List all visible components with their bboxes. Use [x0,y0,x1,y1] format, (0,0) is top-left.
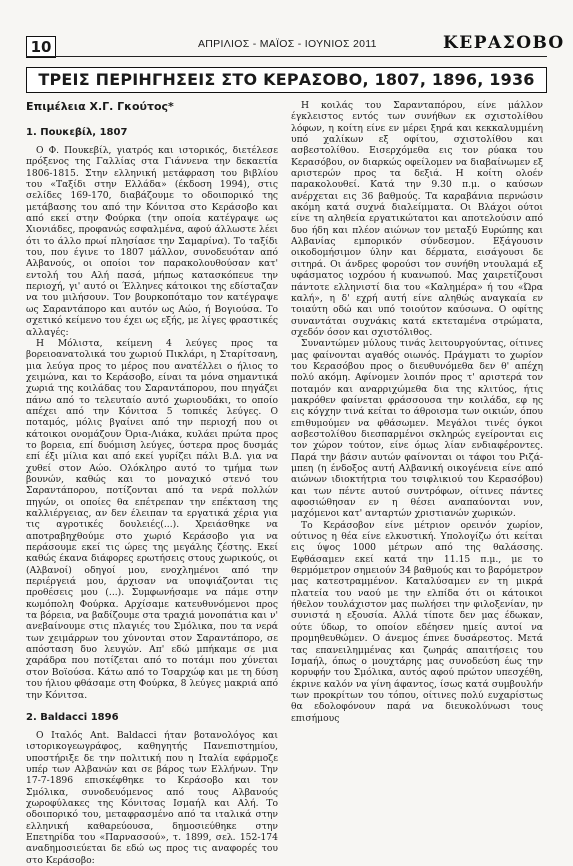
publication-masthead: ΚΕΡΑΣΟΒΟ [443,33,565,53]
left-column [26,100,278,866]
paragraph: Ο Ιταλός Ant. Baldacci ήταν βοτανολόγος και ιστορικογεωγράφος, καθηγητής Πανεπιστημίου, υποστήριξε δε την πολιτική που η Ιταλία εφάρμοζε υπέρ των Αλβανών και σε βάρος των Ελλήνων. Την 17-7-1896 επισκέφθηκε το Κεράσοβο και τον Σμόλικα, συνοδευόμενος από τους Αλβανούς χωροφύλακες της Κόνιτσας Ισμαήλ και Αλή. Το οδοιπορικό του, μεταφρασμένο από τα ιταλικά στην ελληνική καθαρεύουσα, δημοσιεύθηκε στην Επετηρίδα του «Παρνασσού», τ. 1899, σελ. 152-174 αναδημοσιεύεται δε εδώ ως προς τις αναφορές του στο Κεράσοβο: [26,729,278,866]
section-heading-pouqueville: 1. Πουκεβίλ, 1807 [26,127,128,138]
paragraph: Η Μόλιστα, κείμενη 4 λεύγες προς τα βορειοανατολικά του χωριού Πικλάρι, η Σταρίτσανη, μια λεύγα προς το μέρος που ανατέλλει ο ήλιος το χειμώνα, και το Κεράσοβο, είναι τα μόνα σημαντικά χωριά της κοιλάδας του Σαραντάπορου, που πηγάζει πάνω από το τελευταίο αυτό χωριουδάκι, το οποίο απέχει από την Κόνιτσα 5 τοπικές λεύγες. Ο ποταμός, μόλις βγαίνει από την περιοχή που οι κάτοικοι ονομάζουν Όρια-Λιάκα, κυλάει πρώτα προς το βορεια, επί δυόμιση λεύγες, ύστερα προς δυσμάς επί έξι μίλια και από εκεί γυρίζει πάλι Β.Δ. για να χυθεί στον Αώο. Ολόκληρο αυτό το τμήμα των βουνών, καθώς και το μοναχικό στενό του Σαραντάπορου, ποτίζονται από τα νερά πολλών πηγών, οι οποίες θα επέτρεπαν την επέκταση της καλλιέργειας, αν δεν έλειπαν τα εργατικά χέρια για τις αγροτικές δουλειές(...). Χρειάσθηκε να αποτραβηχθούμε στο χωριό Κεράσοβο για να περάσουμε εκεί τις ώρες της μεγάλης ζέστης. Εκεί καθώς έκανα διάφορες ερωτήσεις στους χωρικούς, οι (Αλβανοί) οδηγοί μου, ενοχλημένοι από την περιέργειά μου, άρχισαν να υποψιάζονται τις προθέσεις μου (...). Συμφωνήσαμε να πάμε στην κωμόπολη Φούρκα. Αρχίσαμε κατευθυνόμενοι προς τα βόρεια, να βαδίζουμε στα τραχιά μονοπάτια και ν' ανεβαίνουμε στις πλαγιές του Σμόλικα, που τα νερά των χειμάρρων του χύνονται στον Σαραντάπορο, σε απόσταση δυο λευγών. Απ' εδώ μπήκαμε σε μια χαράδρα που ποτίζεται από το ποτάμι που χύνεται στον Βοϊούσα. Κάτω από το Τσαρχώφ και με τη δύση του ήλιου φθάσαμε στη Φούρκα, 8 λεύγες μακριά από την Κόνιτσα. [26,337,278,701]
paragraph: Συναντώμεν μύλους τινάς λειτουργούντας, οίτινες μας φαίνονται αγαθός οιωνός. Πράγματι το χωρίον του Κερασόβου προς ο διευθυνόμεθα δεν θ' απέχη πολύ ακόμη. Αφίνομεν λοιπόν προς τ' αριστερά τον ποταμόν και αναρριχώμεθα δια της κλιτύος, ήτις μακρόθεν φαίνεται φράσσουσα την κοιλάδα, εφ ης εις κόγχην τινά κείται το άθροισμα των οικιών, όπου επιθυμούμεν να φθάσωμεν. Μεγάλοι τινές όγκοι ασβεστολίθου διεσπαρμένοι σκληρώς εγείρονται εις τον χώρον τούτον, είνε όμως λίαν ενδιαφέροντες. Παρά την βάσιν αυτών φαίνονται οι τάφοι του Ριζά-μπεη (η ένδοξος αυτή Αλβανική οικογένεια είνε από αιώνων ιδιοκτήτρια του τσιφλικιού του Κερασόβου) και των πέντε αυτού συντρόφων, οίτινες πάντες αφοσιώθησαν εν η θέσει αναπαύονται νυν, μαχόμενοι κατ' ανταρτών χριστιανών χωρικών. [291,338,543,520]
article-title: ΤΡΕΙΣ ΠΕΡΙΗΓΗΣΕΙΣ ΣΤΟ ΚΕΡΑΣΟΒΟ, 1807, 1896, 1936 [26,67,547,93]
page-number: 10 [26,36,56,58]
article-editor: Επιμέλεια Χ.Γ. Γκούτος* [26,100,174,113]
paragraph: Η κοιλάς του Σαρανταπόρου, είνε μάλλον έγκλειστος εντός των συνήθων εκ σχιστολίθου λόφων, η κοίτη είνε εν μέρει ξηρά και κεκκαλυμμένη υπό χαλίκων εξ οφίτου, σχιστολίθου και ασβεστολίθου. Εισερχόμεθα εις τον ρύακα του Κερασόβου, ον διαρκώς οφείλομεν να διαβαίνωμεν εξ αριστερών προς τα δεξιά. Η κοίτη ολοέν παρακολουθεί. Κατά την 9.30 π.μ. ο καύσων ανέρχεται εις 36 βαθμούς. Τα καραβάνια περνώσιν ακόμη κατά συχνά διαλείμματα. Οι Βλάχοι ούτοι είνε τη αληθεία εργατικώτατοι και αποτελούσιν από δυο ήδη και πλέον αιώνων τον μεταξύ Ευρώπης και Αλβανίας εμπορικόν σύνδεσμον. Εξάγουσιν οικοδομήσιμον ύλην και δέρματα, εισάγουσι δε σιτηρά. Οι άνδρες φορούσι τον συνήθη ντουλαμά εξ υφάσματος ιοχρόου ή κυανωπού. Μας χαιρετίζουσι πάντοτε ελληνιστί δια του «Καλημέρα» ή του «Ώρα καλή», η δ' εχρή αυτή είνε αληθώς αναγκαία εν τοιαύτη οδώ και υπό τοιούτον καύσωνα. Ο οφίτης συναντάται συχνάκις κατά εκτεταμένα στρώματα, σχεδόν όσον και σχιστόλιθος. [291,100,543,338]
right-column [291,100,543,724]
paragraph: Το Κεράσοβον είνε μέτριον ορεινόν χωρίον, ούτινος η θέα είνε ελκυστική. Υπολογίζω ότι κείται εις ύψος 1000 μέτρων από της θαλάσσης. Εφθάσαμεν εκεί κατά την 11.15 π.μ., με το θερμόμετρον σημειούν 34 βαθμούς και το βαρόμετρον μας κατεστραμμένον. Καταλύσαμεν εν τη μικρά πλατεία του ναού με την ελπίδα ότι οι κάτοικοι ήθελον τουλάχιστον μας πωλήσει την φιλοξενίαν, ην συνιστά η εξουσία. Αλλά τίποτε δεν μας έδωκαν, ούτε ύδωρ, το οποίον εδέησεν ημείς αυτοί να προμηθευθώμεν. Ο άνεμος έπνεε δυσάρεστος. Μετά τας επανειλημμένας και ζωηράς απαιτήσεις του Ισμαήλ, όπως ο μουχτάρης μας συνοδεύση έως την κορυφήν του Σμόλικα, αυτός αφού πρώτον υπεσχέθη, έκρινε καλόν να γίνη άφαντος, ίσως κατά συμβουλήν των προκρίτων του τόπου, οίτινες πολύ ευχαρίστως θα εδολοφόνουν παρά να διευκολύνωσι τους επισήμους [291,519,543,724]
header-divider [26,56,547,57]
issue-date: ΑΠΡΙΛΙΟΣ - ΜΑΪΟΣ - ΙΟΥΝΙΟΣ 2011 [198,38,377,50]
paragraph: Ο Φ. Πουκεβίλ, γιατρός και ιστορικός, διετέλεσε πρόξενος της Γαλλίας στα Γιάννενα την δεκαετία 1806-1815. Στην ελληνική μετάφραση του βιβλίου του «Ταξίδι στην Ελλάδα» (έκδοση 1994), στις σελίδες 169-170, διαβάζουμε το οδοιπορικό της μετάβασης του από την Κόνιτσα στο Κεράσοβο και από εκεί στην Φούρκα (την οποία κατέγραψε ως Χιονιάδες, προφανώς εσφαλμένα, αφού άλλωστε λέει ότι το άλλο πρωί πλησίασε την Σαμαρίνα). Το ταξίδι του, που έγινε το 1807 μάλλον, συνοδευόταν από Αλβανούς, οι οποίοι τον παρακολουθούσαν κατ' εντολή του Αλή πασά, μήπως κατασκόπευε την περιοχή, γι' αυτό οι Έλληνες κάτοικοι της εδίσταζαν να του μιλήσουν. Τον βουρκοπόταμο τον κατέγραψε ως Σαραντάπορο και αυτόν ως Αώο, ή Βογιούσα. Το σχετικό κείμενο του έχει ως εξής, με λίγες φραστικές αλλαγές: [26,145,278,338]
section-heading-baldacci: 2. Baldacci 1896 [26,711,119,723]
